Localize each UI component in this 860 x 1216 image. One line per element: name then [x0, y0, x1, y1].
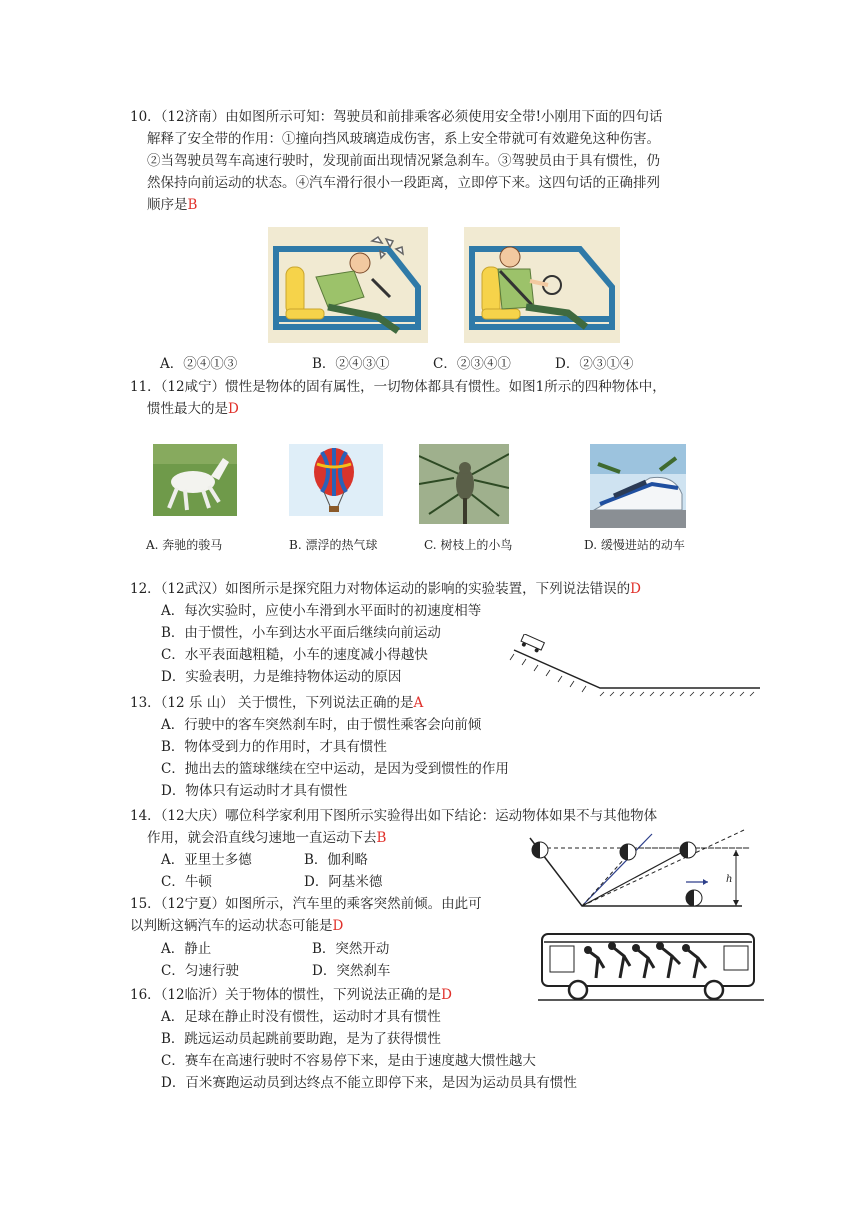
- q15-option-c: C．匀速行驶: [161, 963, 239, 979]
- q11-caption-d: D. 缓慢进站的动车: [584, 538, 685, 552]
- q11-caption-c: C. 树枝上的小鸟: [424, 538, 513, 552]
- q12-option-b: B．由于惯性，小车到达水平面后继续向前运动: [161, 625, 441, 641]
- q16-option-b: B．跳远运动员起跳前要助跑，是为了获得惯性: [161, 1031, 441, 1047]
- q16-answer: D: [441, 987, 452, 1003]
- bus-passengers-illustration: [538, 928, 764, 1002]
- bird-on-branch-photo: [419, 444, 509, 524]
- q10-line-3: ②当驾驶员驾车高速行驶时，发现前面出现情况紧急刹车。③驾驶员由于具有惯性，仍: [147, 153, 660, 169]
- q16-option-a: A．足球在静止时没有惯性，运动时才具有惯性: [161, 1009, 441, 1025]
- q13-stem: 13．（12 乐 山） 关于惯性，下列说法正确的是A: [130, 695, 424, 711]
- galileo-ramp-diagram: [522, 828, 758, 912]
- q12-option-a: A．每次实验时，应使小车滑到水平面时的初速度相等: [161, 603, 482, 619]
- h-label: h: [726, 874, 733, 885]
- q10-answer: B: [187, 197, 198, 213]
- q10-line-5: 顺序是B: [147, 197, 198, 213]
- q13-option-b: B．物体受到力的作用时，才具有惯性: [161, 739, 387, 755]
- q10-option-a: A．②④①③: [160, 356, 238, 372]
- q14-option-d: D．阿基米德: [304, 874, 383, 890]
- q11-line-1: 11．（12咸宁）惯性是物体的固有属性，一切物体都具有惯性。如图1所示的四种物体中，: [130, 379, 666, 395]
- ramp-cart-diagram: [508, 634, 764, 698]
- driver-crash-illustration: [268, 227, 428, 343]
- q12-option-c: C．水平表面越粗糙，小车的速度减小得越快: [161, 647, 428, 663]
- q10-option-b: B．②④③①: [312, 356, 390, 372]
- q14-answer: B: [376, 830, 387, 846]
- q13-option-a: A．行驶中的客车突然刹车时，由于惯性乘客会向前倾: [161, 717, 482, 733]
- q13-option-c: C．抛出去的篮球继续在空中运动，是因为受到惯性的作用: [161, 761, 509, 777]
- q10-line-1: 10．（12济南）由如图所示可知：驾驶员和前排乘客必须使用安全带!小刚用下面的四句话: [130, 109, 663, 125]
- q15-option-a: A．静止: [161, 941, 212, 957]
- q10-option-c: C．②③④①: [433, 356, 511, 372]
- bullet-train-photo: [590, 444, 686, 528]
- q15-option-d: D．突然刹车: [312, 963, 391, 979]
- q14-option-a: A．亚里士多德: [161, 852, 252, 868]
- q15-option-b: B．突然开动: [312, 941, 390, 957]
- q14-line-2: 作用，就会沿直线匀速地一直运动下去B: [147, 830, 387, 846]
- q16-option-d: D．百米赛跑运动员到达终点不能立即停下来，是因为运动员具有惯性: [161, 1075, 577, 1091]
- q10-line-4: 然保持向前运动的状态。④汽车滑行很小一段距离，立即停下来。这四句话的正确排列: [147, 175, 660, 191]
- q10-option-d: D．②③①④: [555, 356, 634, 372]
- q15-line-1: 15．（12宁夏）如图所示，汽车里的乘客突然前倾。由此可: [130, 896, 482, 912]
- driver-seatbelt-illustration: [464, 227, 620, 343]
- q11-answer: D: [228, 401, 239, 417]
- q15-line-2: 以判断这辆汽车的运动状态可能是D: [130, 918, 344, 934]
- q11-line-2: 惯性最大的是D: [147, 401, 239, 417]
- q14-option-c: C．牛顿: [161, 874, 212, 890]
- q13-answer: A: [413, 695, 424, 711]
- q11-caption-a: A. 奔驰的骏马: [146, 538, 223, 552]
- q12-option-d: D．实验表明，力是维持物体运动的原因: [161, 669, 402, 685]
- horse-photo: [153, 444, 237, 516]
- q14-line-1: 14．（12大庆）哪位科学家利用下图所示实验得出如下结论：运动物体如果不与其他物体: [130, 808, 658, 824]
- q12-stem: 12．（12武汉）如图所示是探究阻力对物体运动的影响的实验装置，下列说法错误的D: [130, 581, 641, 597]
- q13-option-d: D．物体只有运动时才具有惯性: [161, 783, 348, 799]
- q12-answer: D: [630, 581, 641, 597]
- q16-option-c: C．赛车在高速行驶时不容易停下来，是由于速度越大惯性越大: [161, 1053, 536, 1069]
- hot-air-balloon-photo: [289, 444, 383, 516]
- q16-stem: 16．（12临沂）关于物体的惯性，下列说法正确的是D: [130, 987, 452, 1003]
- q10-line-2: 解释了安全带的作用：①撞向挡风玻璃造成伤害，系上安全带就可有效避免这种伤害。: [147, 131, 660, 147]
- q11-caption-b: B. 漂浮的热气球: [289, 538, 378, 552]
- q14-option-b: B．伽利略: [304, 852, 368, 868]
- q15-answer: D: [332, 918, 344, 934]
